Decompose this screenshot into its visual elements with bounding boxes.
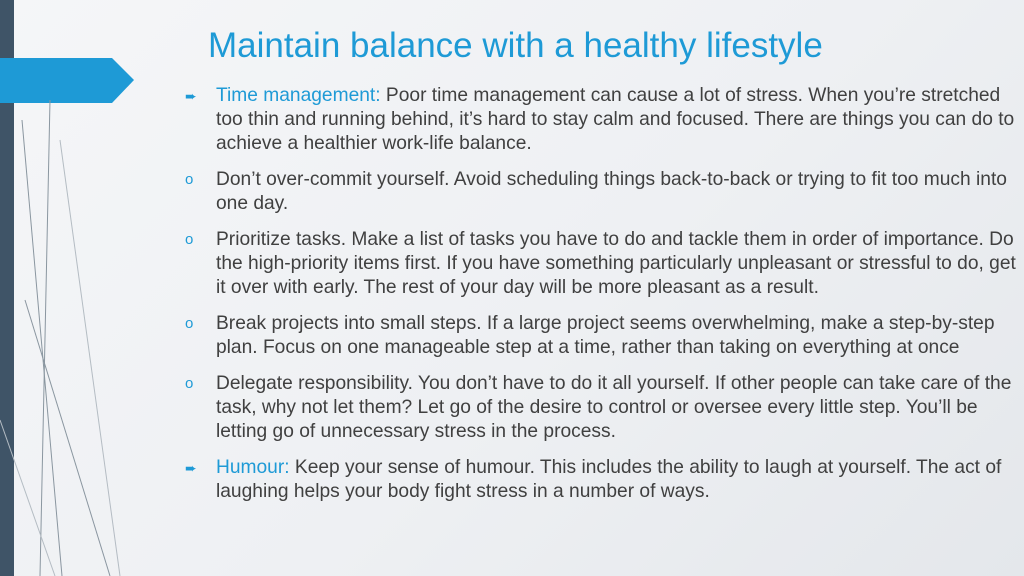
bullet-item-over-commit [185,168,1020,216]
circle-bullet-icon: o [185,375,194,392]
item-label: Humour: [216,457,290,478]
decorative-lines [0,0,160,576]
item-text: Don’t over-commit yourself. Avoid scheduling things back-to-back or trying to fit too much into one day. [216,169,1007,214]
bullet-item-delegate [185,372,1020,444]
item-text: Break projects into small steps. If a large project seems overwhelming, make a step-by-step plan. Focus on one manageable step at a time, rather than taking on everything at once [216,313,995,358]
bullet-item-prioritize [185,228,1020,300]
item-label: Time management: [216,85,381,106]
item-text: Delegate responsibility. You don’t have to do it all yourself. If other people can take care of the task, why not let them? Let go of the desire to control or oversee every little step. You’ll be letting go of unnecessary stress in the process. [216,373,1012,442]
arrow-bullet-icon: ➨ [185,460,197,476]
circle-bullet-icon: o [185,171,194,188]
item-text: Poor time management can cause a lot of stress. When you’re stretched too thin and running behind, it’s hard to stay calm and focused. There are things you can do to achieve a healthier work-life balance. [216,85,1015,154]
bullet-item-break-projects [185,312,1020,360]
item-text: Keep your sense of humour. This includes the ability to laugh at yourself. The act of laughing helps your body fight stress in a number of ways. [216,457,1002,502]
bullet-list [185,84,1020,504]
circle-bullet-icon: o [185,315,194,332]
bullet-item-humour [185,456,1020,504]
item-text: Prioritize tasks. Make a list of tasks you have to do and tackle them in order of importance. Do the high-priority items first. If you have something particularly unpleasant or stressful to do, get it over with early. The rest of your day will be more pleasant as a result. [216,229,1016,298]
arrow-bullet-icon: ➨ [185,88,197,104]
bullet-item-time-management [185,84,1020,156]
circle-bullet-icon: o [185,231,194,248]
slide-title: Maintain balance with a healthy lifestyle [208,26,823,65]
